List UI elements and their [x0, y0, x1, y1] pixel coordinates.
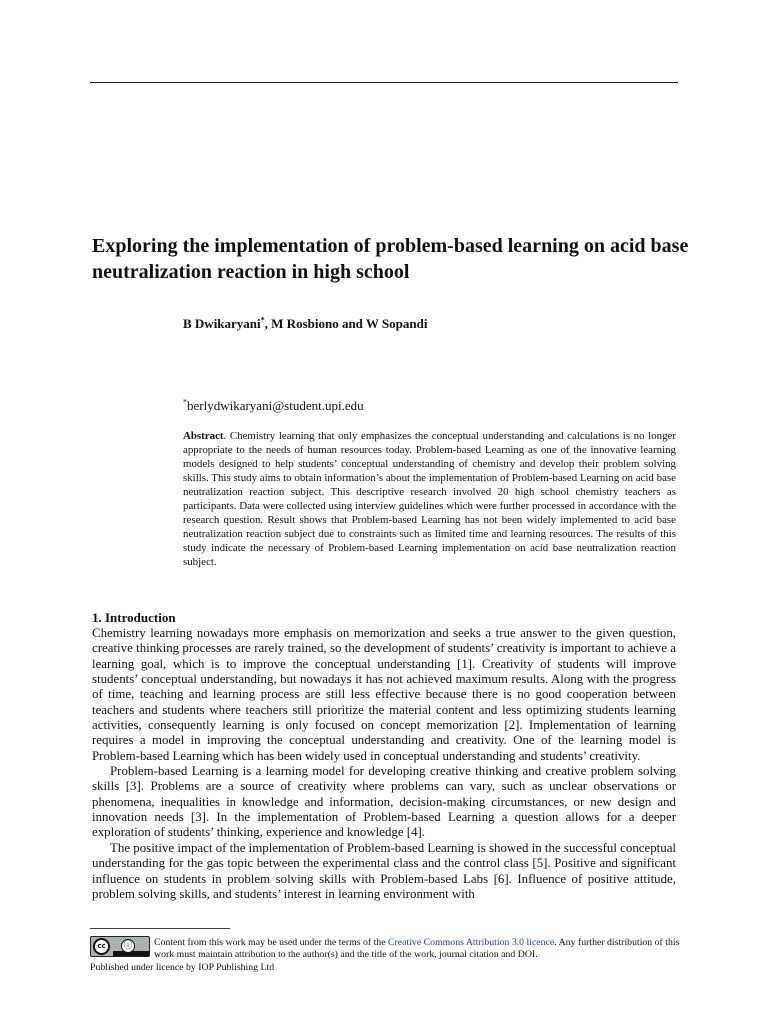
license-notice: [154, 937, 684, 961]
publisher-line: Published under licence by IOP Publishing Ltd: [90, 962, 275, 973]
corresponding-mark: *: [260, 315, 265, 325]
attribution-person-icon: ⓘ: [121, 939, 135, 953]
footer-rule: [90, 928, 230, 929]
header-rule: [90, 82, 678, 83]
license-text-after: . Any further distribution of this work must maintain attribution to the author(s) and the title of the work, journal citation and DOI.: [154, 937, 680, 960]
abstract: [183, 430, 676, 570]
section-heading-introduction: 1. Introduction: [92, 610, 176, 625]
abstract-text: . Chemistry learning that only emphasizes the conceptual understanding and calculations is no longer appropriate to the needs of human resources today. Problem-based Learning as one of the innovative learning models designed to help students’ conceptual understanding of chemistry and develop their problem solving skills. This study aims to obtain information’s about the implementation of Problem-based Learning on acid base neutralization reaction subject. This descriptive research involved 20 high school chemistry teachers as participants. Data were collected using interview guidelines which were further processed in accordance with the research question. Result shows that Problem-based Learning has not been widely implemented to acid base neutralization reaction subject due to constraints such as limited time and learning resources. The results of this study indicate the necessary of Problem-based Learning implementation on acid base neutralization reaction subject.: [183, 430, 676, 568]
paper-title: Exploring the implementation of problem-based learning on acid base neutralization reaction in high school: [92, 235, 689, 283]
paragraph: Chemistry learning nowadays more emphasis on memorization and seeks a true answer to the given question, creative thinking processes are rarely trained, so the development of students’ creativity is important to achieve a learning goal, which is to improve the conceptual understanding [1]. Creativity of students will improve students’ conceptual understanding, but nowadays it has not achieved maximum results. Along with the progress of time, teaching and learning process are still less effective because there is no good cooperation between teachers and students where teachers still prioritize the material content and less optimizing students learning activities, consequently learning is only focused on concept memorization [2]. Implementation of learning requires a model in improving the conceptual understanding and creativity. One of the learning model is Problem-based Learning which has been widely used in conceptual understanding and students’ creativity.: [92, 626, 676, 763]
paragraph: Problem-based Learning is a learning model for developing creative thinking and creative problem solving skills [3]. Problems are a source of creativity where problems can vary, such as unclear observations or phenomena, inequalities in knowledge and information, decision-making circumstances, or new design and innovation needs [3]. In the implementation of Problem-based Learning a question allows for a deeper exploration of students’ thinking, experience and knowledge [4].: [92, 764, 676, 840]
author-name: B Dwikaryani: [183, 316, 261, 331]
license-link[interactable]: Creative Commons Attribution 3.0 licence: [388, 937, 555, 948]
abstract-label: Abstract: [183, 430, 224, 442]
creative-commons-icon: cc: [93, 938, 110, 955]
introduction-body: [92, 626, 676, 902]
paragraph: The positive impact of the implementation of Problem-based Learning is showed in the successful conceptual understanding for the gas topic between the experimental class and the control class [5]. Positive and significant influence on students in problem solving skills with Problem-based Labs [6]. Influence of positive attitude, problem solving skills, and students’ interest in learning environment with: [92, 840, 676, 901]
author-names-rest: , M Rosbiono and W Sopandi: [264, 316, 428, 331]
license-text-before: Content from this work may be used under the terms of the: [154, 937, 388, 948]
cc-by-license-icon[interactable]: [90, 936, 150, 957]
correspondence-email: [183, 397, 364, 414]
email-address: berlydwikaryani@student.upi.edu: [187, 398, 364, 413]
corresponding-mark: *: [183, 397, 187, 407]
author-list: [183, 316, 427, 332]
